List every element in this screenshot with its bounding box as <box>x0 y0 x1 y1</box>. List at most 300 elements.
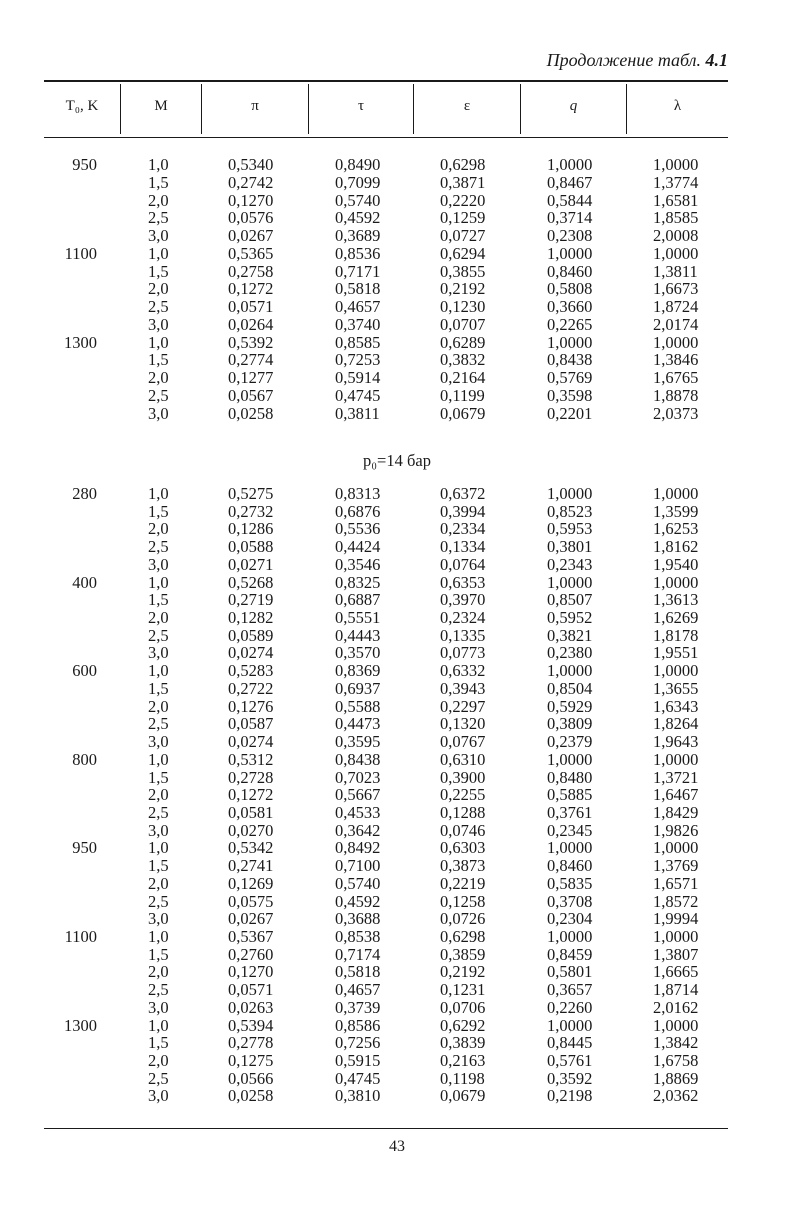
q-value: 0,8460 <box>547 261 593 281</box>
epsilon-value: 0,6289 <box>440 332 486 352</box>
table-row <box>0 839 794 857</box>
table-row <box>0 227 794 245</box>
epsilon-value: 0,3900 <box>440 767 486 787</box>
q-value: 0,8460 <box>547 856 593 876</box>
q-value: 0,3708 <box>547 891 593 911</box>
lambda-value: 1,6253 <box>653 519 699 539</box>
mach-value: 1,5 <box>148 501 169 521</box>
mach-value: 2,0 <box>148 519 169 539</box>
tau-value: 0,4745 <box>335 1068 381 1088</box>
mach-value: 1,0 <box>148 572 169 592</box>
epsilon-value: 0,0746 <box>440 820 486 840</box>
lambda-value: 1,3721 <box>653 767 699 787</box>
tau-value: 0,7256 <box>335 1033 381 1053</box>
col-header-mach: M <box>154 98 168 114</box>
lambda-value: 1,0000 <box>653 1015 699 1035</box>
lambda-value: 1,9994 <box>653 909 699 929</box>
tau-value: 0,4424 <box>335 537 381 557</box>
pressure-caption: p₀=14 бар <box>363 451 431 470</box>
q-value: 0,8523 <box>547 501 593 521</box>
pi-value: 0,0258 <box>228 1086 274 1106</box>
pi-value: 0,0264 <box>228 314 274 334</box>
mach-value: 3,0 <box>148 909 169 929</box>
tau-value: 0,3688 <box>335 909 381 929</box>
tau-value: 0,8313 <box>335 484 381 503</box>
lambda-value: 1,6673 <box>653 279 699 299</box>
q-value: 0,5885 <box>547 785 593 805</box>
mach-value: 2,5 <box>148 385 169 405</box>
epsilon-value: 0,3871 <box>440 172 486 192</box>
pi-value: 0,2778 <box>228 1033 274 1053</box>
tau-value: 0,5740 <box>335 873 381 893</box>
table-row <box>0 485 794 503</box>
epsilon-value: 0,3994 <box>440 501 486 521</box>
q-value: 0,3809 <box>547 714 593 734</box>
table-row <box>0 644 794 662</box>
pi-value: 0,0258 <box>228 403 274 423</box>
tau-value: 0,4745 <box>335 385 381 405</box>
tau-value: 0,5551 <box>335 608 381 628</box>
mach-value: 1,0 <box>148 661 169 681</box>
epsilon-value: 0,1259 <box>440 208 486 228</box>
epsilon-value: 0,1258 <box>440 891 486 911</box>
pi-value: 0,1270 <box>228 962 274 982</box>
table-row <box>0 1017 794 1035</box>
pi-value: 0,1286 <box>228 519 274 539</box>
table-number: 4.1 <box>705 50 728 70</box>
mach-value: 2,0 <box>148 190 169 210</box>
pi-value: 0,0588 <box>228 537 274 557</box>
table-row <box>0 520 794 538</box>
pi-value: 0,0589 <box>228 625 274 645</box>
table-row <box>0 591 794 609</box>
q-value: 0,5801 <box>547 962 593 982</box>
q-value: 0,5844 <box>547 190 593 210</box>
table-row <box>0 751 794 769</box>
epsilon-value: 0,0679 <box>440 403 486 423</box>
q-value: 1,0000 <box>547 661 593 681</box>
pi-value: 0,2760 <box>228 944 274 964</box>
tau-value: 0,5588 <box>335 696 381 716</box>
pi-value: 0,0270 <box>228 820 274 840</box>
table-row <box>0 192 794 210</box>
mach-value: 2,0 <box>148 608 169 628</box>
pi-value: 0,1272 <box>228 279 274 299</box>
tau-value: 0,5536 <box>335 519 381 539</box>
epsilon-value: 0,0727 <box>440 226 486 245</box>
lambda-value: 1,3842 <box>653 1033 699 1053</box>
lambda-value: 1,8429 <box>653 802 699 822</box>
lambda-value: 1,3846 <box>653 350 699 370</box>
pi-value: 0,5312 <box>228 749 274 769</box>
pi-value: 0,2758 <box>228 261 274 281</box>
epsilon-value: 0,6332 <box>440 661 486 681</box>
col-header-pi: π <box>251 98 259 114</box>
table-row <box>0 946 794 964</box>
table-row <box>0 334 794 352</box>
lambda-value: 1,3774 <box>653 172 699 192</box>
pi-value: 0,0274 <box>228 732 274 752</box>
tau-value: 0,8490 <box>335 155 381 174</box>
mach-value: 2,5 <box>148 1068 169 1088</box>
top-rule <box>44 80 728 82</box>
epsilon-value: 0,6353 <box>440 572 486 592</box>
table-row <box>0 786 794 804</box>
pi-value: 0,0566 <box>228 1068 274 1088</box>
table-row <box>0 503 794 521</box>
epsilon-value: 0,0707 <box>440 314 486 334</box>
pi-value: 0,5394 <box>228 1015 274 1035</box>
table-row <box>0 245 794 263</box>
pi-value: 0,0581 <box>228 802 274 822</box>
mach-value: 2,5 <box>148 891 169 911</box>
q-value: 0,5929 <box>547 696 593 716</box>
lambda-value: 1,6765 <box>653 368 699 387</box>
epsilon-value: 0,0706 <box>440 997 486 1017</box>
q-value: 0,5761 <box>547 1051 593 1071</box>
mach-value: 1,5 <box>148 678 169 698</box>
col-header-t0: T₀, K <box>65 98 99 114</box>
epsilon-value: 0,0679 <box>440 1086 486 1106</box>
lambda-value: 1,6269 <box>653 608 699 628</box>
mach-value: 1,5 <box>148 350 169 370</box>
table-row <box>0 680 794 698</box>
epsilon-value: 0,3943 <box>440 678 486 698</box>
lambda-value: 2,0162 <box>653 997 699 1017</box>
epsilon-value: 0,0773 <box>440 643 486 663</box>
pi-value: 0,1270 <box>228 190 274 210</box>
tau-value: 0,3570 <box>335 643 381 663</box>
epsilon-value: 0,0767 <box>440 732 486 752</box>
lambda-value: 2,0008 <box>653 226 699 245</box>
table-row <box>0 733 794 751</box>
table-row <box>0 174 794 192</box>
col-header-lambda: λ <box>673 98 682 114</box>
table-row <box>0 538 794 556</box>
lambda-value: 1,3807 <box>653 944 699 964</box>
pi-value: 0,1282 <box>228 608 274 628</box>
tau-value: 0,3811 <box>335 403 380 423</box>
q-value: 1,0000 <box>547 838 593 858</box>
table-row <box>0 715 794 733</box>
q-value: 0,8445 <box>547 1033 593 1053</box>
tau-value: 0,3689 <box>335 226 381 245</box>
table-row <box>0 698 794 716</box>
mach-value: 1,0 <box>148 243 169 263</box>
pi-value: 0,2741 <box>228 856 274 876</box>
mach-value: 2,5 <box>148 208 169 228</box>
lambda-value: 1,3613 <box>653 590 699 610</box>
q-value: 0,3821 <box>547 625 593 645</box>
tau-value: 0,5818 <box>335 962 381 982</box>
table-row <box>0 662 794 680</box>
lambda-value: 1,6581 <box>653 190 699 210</box>
q-value: 0,8438 <box>547 350 593 370</box>
q-value: 0,5835 <box>547 873 593 893</box>
col-header-epsilon: ε <box>463 98 471 114</box>
tau-value: 0,8586 <box>335 1015 381 1035</box>
mach-value: 3,0 <box>148 820 169 840</box>
q-value: 0,5808 <box>547 279 593 299</box>
mach-value: 1,5 <box>148 944 169 964</box>
pi-value: 0,1269 <box>228 873 274 893</box>
mach-value: 3,0 <box>148 732 169 752</box>
pi-value: 0,0267 <box>228 909 274 929</box>
q-value: 1,0000 <box>547 155 593 174</box>
col-header-q: q <box>569 98 578 114</box>
q-value: 0,2265 <box>547 314 593 334</box>
tau-value: 0,5915 <box>335 1051 381 1071</box>
mach-value: 3,0 <box>148 997 169 1017</box>
table-row <box>0 822 794 840</box>
temperature-value: 600 <box>72 661 97 681</box>
table-row <box>0 928 794 946</box>
mach-value: 2,5 <box>148 802 169 822</box>
table-row <box>0 263 794 281</box>
mach-value: 2,5 <box>148 297 169 316</box>
tau-value: 0,5914 <box>335 368 381 387</box>
q-value: 0,8480 <box>547 767 593 787</box>
pi-value: 0,0274 <box>228 643 274 663</box>
epsilon-value: 0,2219 <box>440 873 486 893</box>
pi-value: 0,5392 <box>228 332 274 352</box>
lambda-value: 1,8714 <box>653 980 699 1000</box>
epsilon-value: 0,3970 <box>440 590 486 610</box>
q-value: 0,2379 <box>547 732 593 752</box>
epsilon-value: 0,1288 <box>440 802 486 822</box>
epsilon-value: 0,2164 <box>440 368 486 387</box>
col-header-tau: τ <box>357 98 365 114</box>
q-value: 1,0000 <box>547 927 593 946</box>
mach-value: 3,0 <box>148 643 169 663</box>
lambda-value: 2,0362 <box>653 1086 699 1106</box>
lambda-value: 1,3599 <box>653 501 699 521</box>
lambda-value: 1,0000 <box>653 572 699 592</box>
table-row <box>0 316 794 334</box>
lambda-value: 1,0000 <box>653 838 699 858</box>
table-row <box>0 804 794 822</box>
pi-value: 0,1275 <box>228 1051 274 1071</box>
epsilon-value: 0,6294 <box>440 243 486 263</box>
mach-value: 1,5 <box>148 1033 169 1053</box>
epsilon-value: 0,3873 <box>440 856 486 876</box>
mach-value: 1,0 <box>148 749 169 769</box>
table-row <box>0 1034 794 1052</box>
pi-value: 0,0271 <box>228 554 274 574</box>
mach-value: 2,0 <box>148 1051 169 1071</box>
epsilon-value: 0,6292 <box>440 1015 486 1035</box>
table-row <box>0 1070 794 1088</box>
lambda-value: 1,9826 <box>653 820 699 840</box>
q-value: 1,0000 <box>547 749 593 769</box>
q-value: 0,2260 <box>547 997 593 1017</box>
tau-value: 0,8538 <box>335 927 381 946</box>
tau-value: 0,7100 <box>335 856 381 876</box>
lambda-value: 1,3811 <box>653 261 698 281</box>
table-row <box>0 351 794 369</box>
tau-value: 0,7099 <box>335 172 381 192</box>
mach-value: 3,0 <box>148 314 169 334</box>
epsilon-value: 0,2324 <box>440 608 486 628</box>
mach-value: 2,5 <box>148 714 169 734</box>
mach-value: 1,5 <box>148 261 169 281</box>
lambda-value: 2,0174 <box>653 314 699 334</box>
q-value: 0,3714 <box>547 208 593 228</box>
lambda-value: 1,8162 <box>653 537 699 557</box>
lambda-value: 1,9540 <box>653 554 699 574</box>
table-continuation-caption <box>547 50 728 71</box>
epsilon-value: 0,2334 <box>440 519 486 539</box>
tau-value: 0,7171 <box>335 261 381 281</box>
table-row <box>0 910 794 928</box>
q-value: 0,2308 <box>547 226 593 245</box>
pi-value: 0,2774 <box>228 350 274 370</box>
lambda-value: 1,6343 <box>653 696 699 716</box>
q-value: 0,8459 <box>547 944 593 964</box>
tau-value: 0,5667 <box>335 785 381 805</box>
q-value: 0,3801 <box>547 537 593 557</box>
bottom-rule <box>44 1128 728 1129</box>
epsilon-value: 0,1231 <box>440 980 486 1000</box>
q-value: 0,3598 <box>547 385 593 405</box>
tau-value: 0,6887 <box>335 590 381 610</box>
q-value: 0,2380 <box>547 643 593 663</box>
mach-value: 1,0 <box>148 484 169 503</box>
tau-value: 0,4473 <box>335 714 381 734</box>
table-row <box>0 875 794 893</box>
mach-value: 2,0 <box>148 962 169 982</box>
pi-value: 0,1276 <box>228 696 274 716</box>
epsilon-value: 0,1199 <box>440 385 485 405</box>
tau-value: 0,6876 <box>335 501 381 521</box>
lambda-value: 1,0000 <box>653 243 699 263</box>
table-row <box>0 574 794 592</box>
q-value: 0,2304 <box>547 909 593 929</box>
q-value: 1,0000 <box>547 572 593 592</box>
table-row <box>0 857 794 875</box>
mach-value: 1,0 <box>148 927 169 946</box>
q-value: 1,0000 <box>547 1015 593 1035</box>
tau-value: 0,4592 <box>335 891 381 911</box>
mach-value: 2,0 <box>148 279 169 299</box>
q-value: 1,0000 <box>547 243 593 263</box>
epsilon-value: 0,2255 <box>440 785 486 805</box>
pi-value: 0,2722 <box>228 678 274 698</box>
tau-value: 0,8438 <box>335 749 381 769</box>
pi-value: 0,0263 <box>228 997 274 1017</box>
mach-value: 1,5 <box>148 590 169 610</box>
tau-value: 0,3810 <box>335 1086 381 1106</box>
q-value: 0,8507 <box>547 590 593 610</box>
q-value: 0,5769 <box>547 368 593 387</box>
pi-value: 0,2728 <box>228 767 274 787</box>
table-row <box>0 405 794 423</box>
mach-value: 2,5 <box>148 980 169 1000</box>
epsilon-value: 0,2297 <box>440 696 486 716</box>
lambda-value: 1,0000 <box>653 332 699 352</box>
epsilon-value: 0,3859 <box>440 944 486 964</box>
tau-value: 0,3739 <box>335 997 381 1017</box>
mach-value: 1,0 <box>148 1015 169 1035</box>
temperature-value: 1300 <box>64 1015 97 1035</box>
pi-value: 0,0575 <box>228 891 274 911</box>
table-row <box>0 298 794 316</box>
tau-value: 0,3546 <box>335 554 381 574</box>
pi-value: 0,5342 <box>228 838 274 858</box>
tau-value: 0,3595 <box>335 732 381 752</box>
epsilon-value: 0,1335 <box>440 625 486 645</box>
lambda-value: 1,0000 <box>653 155 699 174</box>
mach-value: 2,0 <box>148 785 169 805</box>
mach-value: 3,0 <box>148 1086 169 1106</box>
tau-value: 0,8369 <box>335 661 381 681</box>
epsilon-value: 0,2220 <box>440 190 486 210</box>
epsilon-value: 0,3839 <box>440 1033 486 1053</box>
lambda-value: 1,8869 <box>653 1068 699 1088</box>
table-row <box>0 609 794 627</box>
q-value: 0,8467 <box>547 172 593 192</box>
temperature-value: 400 <box>72 572 97 592</box>
lambda-value: 1,8572 <box>653 891 699 911</box>
pi-value: 0,0571 <box>228 297 274 316</box>
temperature-value: 950 <box>72 838 97 858</box>
mach-value: 2,0 <box>148 873 169 893</box>
pi-value: 0,2742 <box>228 172 274 192</box>
tau-value: 0,8585 <box>335 332 381 352</box>
tau-value: 0,5818 <box>335 279 381 299</box>
epsilon-value: 0,1230 <box>440 297 486 316</box>
lambda-value: 1,6467 <box>653 785 699 805</box>
q-value: 0,2343 <box>547 554 593 574</box>
epsilon-value: 0,1320 <box>440 714 486 734</box>
lambda-value: 1,6571 <box>653 873 699 893</box>
q-value: 0,5952 <box>547 608 593 628</box>
table-row <box>0 387 794 405</box>
epsilon-value: 0,6298 <box>440 155 486 174</box>
temperature-value: 1300 <box>64 332 97 352</box>
table-row <box>0 963 794 981</box>
tau-value: 0,7023 <box>335 767 381 787</box>
temperature-value: 280 <box>72 484 97 503</box>
tau-value: 0,4592 <box>335 208 381 228</box>
q-value: 0,8504 <box>547 678 593 698</box>
tau-value: 0,6937 <box>335 678 381 698</box>
table-row <box>0 769 794 787</box>
temperature-value: 1100 <box>64 243 97 263</box>
mach-value: 1,0 <box>148 838 169 858</box>
q-value: 0,2198 <box>547 1086 593 1106</box>
epsilon-value: 0,6372 <box>440 484 486 503</box>
table-row <box>0 999 794 1017</box>
lambda-value: 1,6665 <box>653 962 699 982</box>
continuation-prefix: Продолжение табл. <box>546 50 701 70</box>
epsilon-value: 0,1334 <box>440 537 486 557</box>
lambda-value: 1,8585 <box>653 208 699 228</box>
q-value: 0,2345 <box>547 820 593 840</box>
tau-value: 0,8536 <box>335 243 381 263</box>
temperature-value: 950 <box>72 155 97 174</box>
epsilon-value: 0,0764 <box>440 554 486 574</box>
pi-value: 0,5340 <box>228 155 274 174</box>
pi-value: 0,2719 <box>228 590 274 610</box>
pi-value: 0,5365 <box>228 243 274 263</box>
mach-value: 3,0 <box>148 554 169 574</box>
table-row <box>0 893 794 911</box>
table-row <box>0 280 794 298</box>
pi-value: 0,5283 <box>228 661 274 681</box>
mach-value: 2,0 <box>148 368 169 387</box>
lambda-value: 1,0000 <box>653 749 699 769</box>
